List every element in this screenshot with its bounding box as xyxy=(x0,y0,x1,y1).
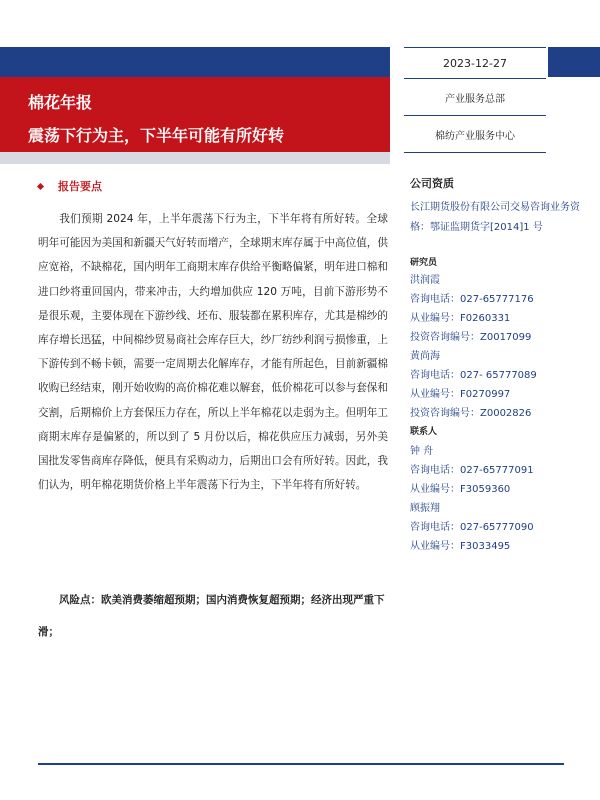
summary-label: 报告要点 xyxy=(58,180,102,193)
researcher-name: 洪润霞 xyxy=(410,275,440,286)
researcher-consult-id: 投资咨询编号：Z0017099 xyxy=(410,332,532,343)
contact-name: 钟 舟 xyxy=(410,446,434,457)
contact-2 xyxy=(410,499,600,556)
report-type: 棉花年报 xyxy=(28,93,93,112)
researcher-license: 从业编号：F0270997 xyxy=(410,389,511,400)
diamond-bullet-icon xyxy=(37,182,44,189)
researcher-1 xyxy=(410,271,600,347)
contact-phone: 咨询电话：027-65777090 xyxy=(410,522,534,533)
researcher-license: 从业编号：F0260331 xyxy=(410,313,511,324)
contact-name: 顾振翔 xyxy=(410,503,440,514)
contact-1 xyxy=(410,442,600,499)
report-headline: 震荡下行为主，下半年可能有所好转 xyxy=(28,126,285,145)
researcher-name: 黄尚海 xyxy=(410,351,440,362)
report-center: 棉纺产业服务中心 xyxy=(404,116,546,153)
summary-heading xyxy=(38,178,102,194)
report-department: 产业服务总部 xyxy=(404,79,546,116)
report-meta xyxy=(404,47,546,153)
contact-license: 从业编号：F3033495 xyxy=(410,541,511,552)
summary-body: 我们预期 2024 年，上半年震荡下行为主，下半年将有所好转。全球明年可能因为美国和新疆天气好转而增产，全球期末库存属于中高位值，供应宽裕，不缺棉花，国内明年工商期末库存供给平衡略偏紧，明年进口棉和进口纱将重回国内，带来冲击，大约增加供应 120 万吨，目前下游形势不是很乐观，主要体现在下游纱线、坯布、服装都在累积库存，尤其是棉纱的库存增长迅猛，中间棉纱贸易商社会库存巨大，纱厂纺纱利润亏损惨重，上下游传到不畅卡顿，需要一定周期去化解库存，才能有所起色，目前新疆棉收购已经结束，刚开始收购的高价棉花难以解套，低价棉花可以参与套保和交割，后期棉价上方套保压力存在，所以上半年棉花以走弱为主。但明年工商期末库存是偏紧的，所以到了 5 月份以后，棉花供应压力减弱，另外美国批发零售商库存降低，便具有采购动力，后期出口会有所好转。因此，我们认为，明年棉花期货价格上半年震荡下行为主，下半年将有所好转。 xyxy=(38,213,388,492)
header-right-band xyxy=(548,47,600,77)
qualification-title: 公司资质 xyxy=(410,177,454,190)
researcher-consult-id: 投资咨询编号：Z0002826 xyxy=(410,408,532,419)
contacts-label: 联系人 xyxy=(410,427,438,437)
contact-license: 从业编号：F3059360 xyxy=(410,484,511,495)
researcher-phone: 咨询电话：027- 65777089 xyxy=(410,370,537,381)
risk-points: 风险点：欧美消费萎缩超预期；国内消费恢复超预期；经济出现严重下滑； xyxy=(38,594,385,638)
report-date: 2023-12-27 xyxy=(404,47,546,79)
header-bottom-band xyxy=(0,152,390,164)
qualification-text: 长江期货股份有限公司交易咨询业务资格：鄂证监期货字[2014]1 号 xyxy=(410,202,580,233)
contact-phone: 咨询电话：027-65777091 xyxy=(410,465,534,476)
sidebar xyxy=(410,175,600,556)
researcher-phone: 咨询电话：027-65777176 xyxy=(410,294,534,305)
header-top-band xyxy=(0,47,390,77)
researcher-2 xyxy=(410,347,600,423)
footer-divider xyxy=(38,763,564,765)
researchers-label: 研究员 xyxy=(410,258,438,268)
